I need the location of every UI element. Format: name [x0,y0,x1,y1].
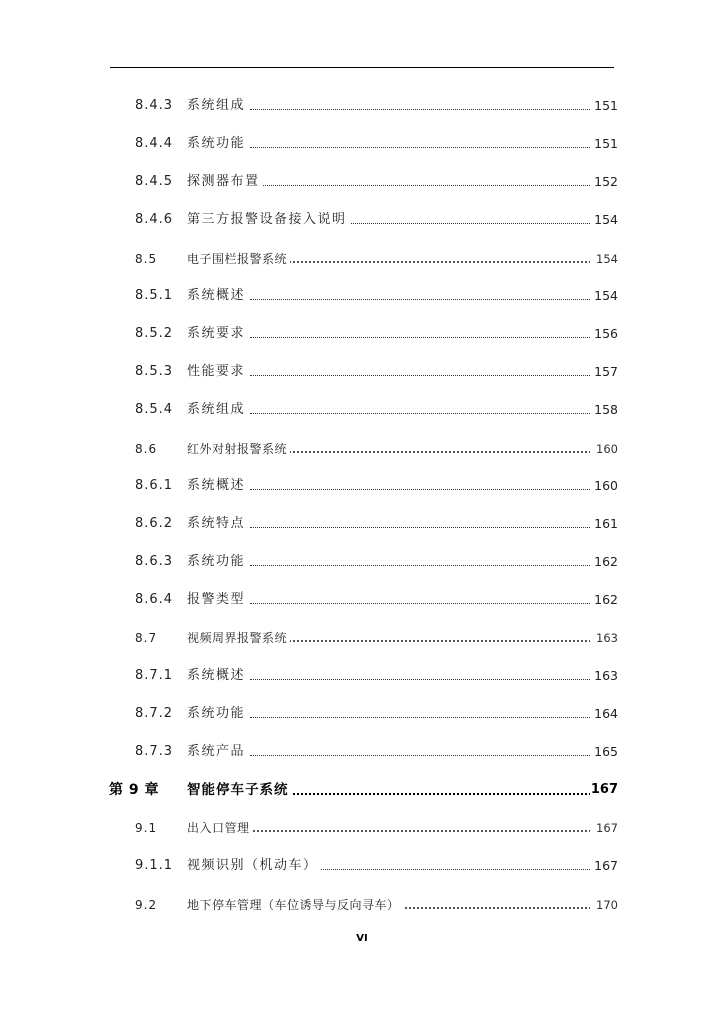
dot-leader [250,375,614,376]
entry-number: 8.6.4 [135,592,174,607]
entry-number: 8.4.5 [135,174,174,189]
entry-title: 系统功能 [187,133,248,155]
toc-entry-8-4-4[interactable] [0,133,724,155]
entry-title: 系统功能 [187,703,248,725]
entry-title: 视频周界报警系统 [187,627,290,649]
entry-number: 8.7 [135,631,158,645]
entry-title: 系统组成 [187,399,248,421]
entry-title: 视频识别（机动车） [187,855,321,877]
entry-page: 154 [590,248,618,270]
dot-leader [250,793,614,795]
dot-leader [250,489,614,490]
dot-leader [250,109,614,110]
toc-entry-9-1-1[interactable] [0,855,724,877]
dot-leader [250,679,614,680]
toc-entry-8-5[interactable] [0,248,724,270]
entry-page: 160 [590,438,618,460]
dot-leader [250,640,614,642]
dot-leader [250,185,614,186]
toc-entry-8-7-3[interactable] [0,741,724,763]
entry-page: 151 [590,133,618,155]
toc-entry-8-6-3[interactable] [0,551,724,573]
toc-entry-8-6-2[interactable] [0,513,724,535]
toc-entry-8-6-4[interactable] [0,589,724,611]
entry-title: 第三方报警设备接入说明 [187,209,350,231]
entry-title: 系统特点 [187,513,248,535]
entry-page: 167 [590,855,618,877]
header-rule [110,67,614,68]
toc-entry-9-1[interactable] [0,817,724,839]
entry-page: 158 [590,399,618,421]
toc-entry-8-4-3[interactable] [0,95,724,117]
entry-number: 8.6.2 [135,516,174,531]
entry-number: 8.4.4 [135,136,174,151]
entry-number: 8.4.6 [135,212,174,227]
entry-page: 167 [590,779,618,801]
chapter-number: 第 9 章 [109,782,159,798]
entry-page: 152 [590,171,618,193]
entry-page: 156 [590,323,618,345]
toc-entry-8-5-2[interactable] [0,323,724,345]
entry-number: 8.4.3 [135,98,174,113]
toc-entry-8-5-4[interactable] [0,399,724,421]
toc-entry-8-7[interactable] [0,627,724,649]
entry-number: 8.7.2 [135,706,174,721]
page-number-footer: VI [356,933,368,944]
entry-title: 系统概述 [187,665,248,687]
toc-entry-8-4-5[interactable] [0,171,724,193]
dot-leader [250,413,614,414]
entry-page: 160 [590,475,618,497]
entry-number: 8.5.3 [135,364,174,379]
entry-title: 系统功能 [187,551,248,573]
entry-number: 8.6 [135,442,158,456]
entry-title: 系统概述 [187,475,248,497]
entry-page: 167 [590,817,618,839]
entry-title: 系统组成 [187,95,248,117]
entry-number: 8.5 [135,252,158,266]
entry-title: 报警类型 [187,589,248,611]
entry-number: 8.6.3 [135,554,174,569]
dot-leader [250,755,614,756]
entry-number: 9.2 [135,898,158,912]
entry-number: 8.5.1 [135,288,174,303]
toc-entry-8-7-1[interactable] [0,665,724,687]
entry-page: 161 [590,513,618,535]
entry-page: 164 [590,703,618,725]
toc-entry-8-7-2[interactable] [0,703,724,725]
entry-number: 8.7.1 [135,668,174,683]
toc-entry-8-6-1[interactable] [0,475,724,497]
entry-number: 8.6.1 [135,478,174,493]
entry-title: 红外对射报警系统 [187,438,290,460]
dot-leader [250,451,614,453]
dot-leader [250,717,614,718]
entry-title: 电子围栏报警系统 [187,248,290,270]
entry-title: 系统产品 [187,741,248,763]
toc-entry-9-2[interactable] [0,894,724,916]
entry-title: 系统要求 [187,323,248,345]
entry-number: 9.1 [135,821,158,835]
toc-entry-8-4-6[interactable] [0,209,724,231]
entry-page: 157 [590,361,618,383]
entry-title: 地下停车管理（车位诱导与反向寻车） [187,894,403,916]
dot-leader [250,830,614,832]
dot-leader [250,337,614,338]
entry-page: 151 [590,95,618,117]
dot-leader [250,527,614,528]
toc-entry-8-5-3[interactable] [0,361,724,383]
entry-page: 154 [590,285,618,307]
entry-page: 163 [590,665,618,687]
entry-page: 162 [590,589,618,611]
toc-entry-8-5-1[interactable] [0,285,724,307]
dot-leader [250,261,614,263]
entry-title: 出入口管理 [187,817,253,839]
chapter-title: 智能停车子系统 [187,779,292,801]
dot-leader [250,147,614,148]
entry-number: 8.5.4 [135,402,174,417]
entry-page: 154 [590,209,618,231]
entry-title: 性能要求 [187,361,248,383]
entry-number: 9.1.1 [135,858,174,873]
entry-number: 8.5.2 [135,326,174,341]
dot-leader [250,299,614,300]
toc-entry-chapter-9[interactable] [0,779,724,801]
entry-title: 探测器布置 [187,171,263,193]
entry-page: 163 [590,627,618,649]
dot-leader [250,603,614,604]
dot-leader [250,565,614,566]
entry-page: 165 [590,741,618,763]
entry-page: 170 [590,894,618,916]
entry-number: 8.7.3 [135,744,174,759]
toc-entry-8-6[interactable] [0,438,724,460]
entry-title: 系统概述 [187,285,248,307]
entry-page: 162 [590,551,618,573]
